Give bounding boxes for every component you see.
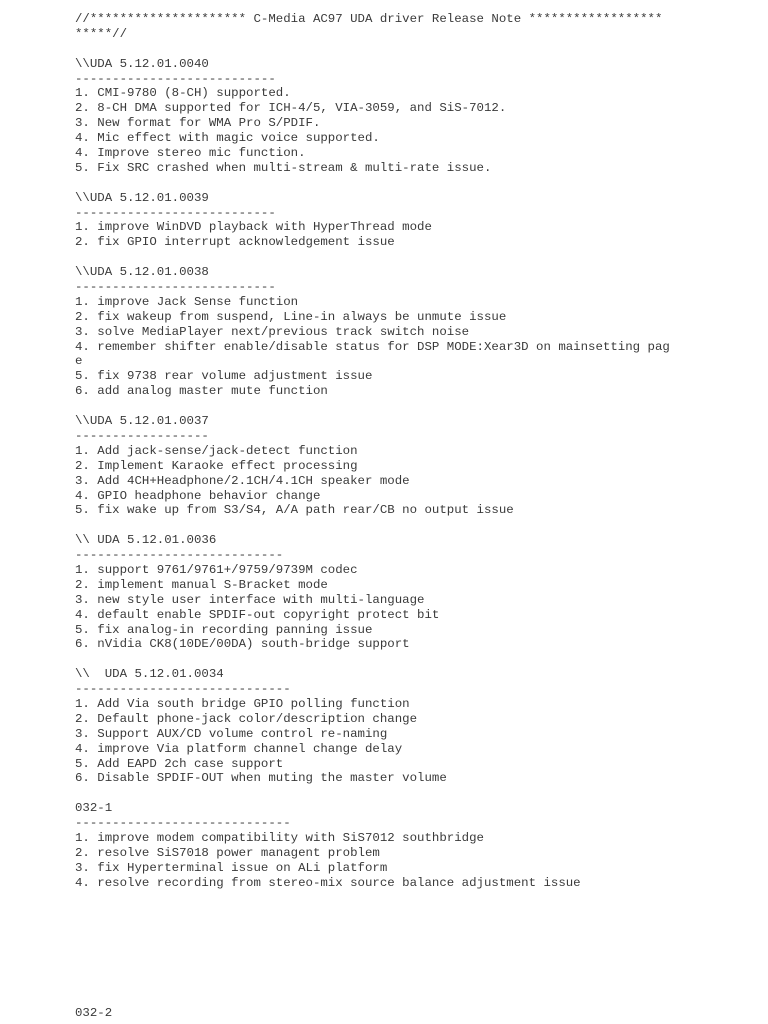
section-spacer: [75, 652, 755, 667]
release-section: [75, 250, 755, 399]
next-section-label: 032-2: [75, 1006, 113, 1020]
list-item: 2. Implement Karaoke effect processing: [75, 458, 358, 473]
list-item: 2. Default phone-jack color/description change: [75, 711, 418, 726]
list-item: 1. CMI-9780 (8-CH) supported.: [75, 86, 291, 101]
list-item: 5. fix 9738 rear volume adjustment issue: [75, 369, 373, 384]
release-note-document: [75, 12, 755, 891]
header-line-2: *****//: [75, 26, 128, 41]
section-spacer: [75, 42, 755, 57]
section-rule: -----------------------------: [75, 816, 291, 831]
section-rule: ------------------: [75, 428, 209, 443]
release-section: [75, 42, 755, 176]
list-item: 3. fix Hyperterminal issue on ALi platform: [75, 860, 388, 875]
list-item: 1. improve modem compatibility with SiS7012 southbridge: [75, 830, 484, 845]
section-rule: ---------------------------: [75, 205, 276, 220]
release-section: [75, 399, 755, 518]
header-line-1: //********************* C-Media AC97 UDA driver Release Note ******************: [75, 12, 663, 26]
list-item: 3. New format for WMA Pro S/PDIF.: [75, 116, 321, 131]
release-section: [75, 652, 755, 786]
section-title: \\ UDA 5.12.01.0034: [75, 667, 224, 682]
list-item: 3. Support AUX/CD volume control re-naming: [75, 726, 388, 741]
list-item: 3. Add 4CH+Headphone/2.1CH/4.1CH speaker mode: [75, 473, 410, 488]
list-item: 6. Disable SPDIF-OUT when muting the master volume: [75, 771, 447, 786]
list-item: 2. resolve SiS7018 power managent problem: [75, 845, 380, 860]
list-item: 2. fix wakeup from suspend, Line-in always be unmute issue: [75, 309, 507, 324]
section-spacer: [75, 786, 755, 801]
list-item: 4. resolve recording from stereo-mix source balance adjustment issue: [75, 875, 581, 890]
list-item: 2. 8-CH DMA supported for ICH-4/5, VIA-3059, and SiS-7012.: [75, 101, 507, 116]
list-item: 5. Add EAPD 2ch case support: [75, 756, 284, 771]
section-title: 032-1: [75, 801, 113, 816]
list-item: 1. Add Via south bridge GPIO polling function: [75, 696, 410, 711]
list-item: 6. add analog master mute function: [75, 384, 328, 399]
section-title: \\ UDA 5.12.01.0036: [75, 533, 217, 548]
release-section: [75, 176, 755, 250]
release-sections: [75, 42, 755, 891]
list-item: 2. implement manual S-Bracket mode: [75, 577, 328, 592]
list-item: 5. fix wake up from S3/S4, A/A path rear/CB no output issue: [75, 503, 514, 518]
list-item: e: [75, 354, 83, 369]
list-item: 5. fix analog-in recording panning issue: [75, 622, 373, 637]
list-item: 1. support 9761/9761+/9759/9739M codec: [75, 562, 358, 577]
list-item: 3. solve MediaPlayer next/previous track switch noise: [75, 324, 470, 339]
list-item: 1. improve Jack Sense function: [75, 294, 299, 309]
list-item: 4. Improve stereo mic function.: [75, 146, 306, 161]
list-item: 3. new style user interface with multi-language: [75, 592, 425, 607]
list-item: 6. nVidia CK8(10DE/00DA) south-bridge support: [75, 637, 410, 652]
list-item: 2. fix GPIO interrupt acknowledgement issue: [75, 235, 395, 250]
release-section: [75, 786, 755, 890]
list-item: 5. Fix SRC crashed when multi-stream & multi-rate issue.: [75, 160, 492, 175]
section-title: \\UDA 5.12.01.0039: [75, 190, 209, 205]
section-title: \\UDA 5.12.01.0038: [75, 265, 209, 280]
list-item: 1. Add jack-sense/jack-detect function: [75, 443, 358, 458]
section-rule: ---------------------------: [75, 71, 276, 86]
list-item: 1. improve WinDVD playback with HyperThread mode: [75, 220, 432, 235]
section-spacer: [75, 399, 755, 414]
section-spacer: [75, 518, 755, 533]
section-spacer: [75, 250, 755, 265]
section-rule: -----------------------------: [75, 682, 291, 697]
section-rule: ----------------------------: [75, 548, 284, 563]
list-item: 4. improve Via platform channel change delay: [75, 741, 403, 756]
section-title: \\UDA 5.12.01.0040: [75, 56, 209, 71]
list-item: 4. Mic effect with magic voice supported.: [75, 131, 380, 146]
section-spacer: [75, 176, 755, 191]
list-item: 4. default enable SPDIF-out copyright protect bit: [75, 607, 440, 622]
list-item: 4. remember shifter enable/disable status for DSP MODE:Xear3D on mainsetting pag: [75, 339, 670, 354]
section-rule: ---------------------------: [75, 280, 276, 295]
list-item: 4. GPIO headphone behavior change: [75, 488, 321, 503]
section-title: \\UDA 5.12.01.0037: [75, 414, 209, 429]
release-section: [75, 518, 755, 652]
